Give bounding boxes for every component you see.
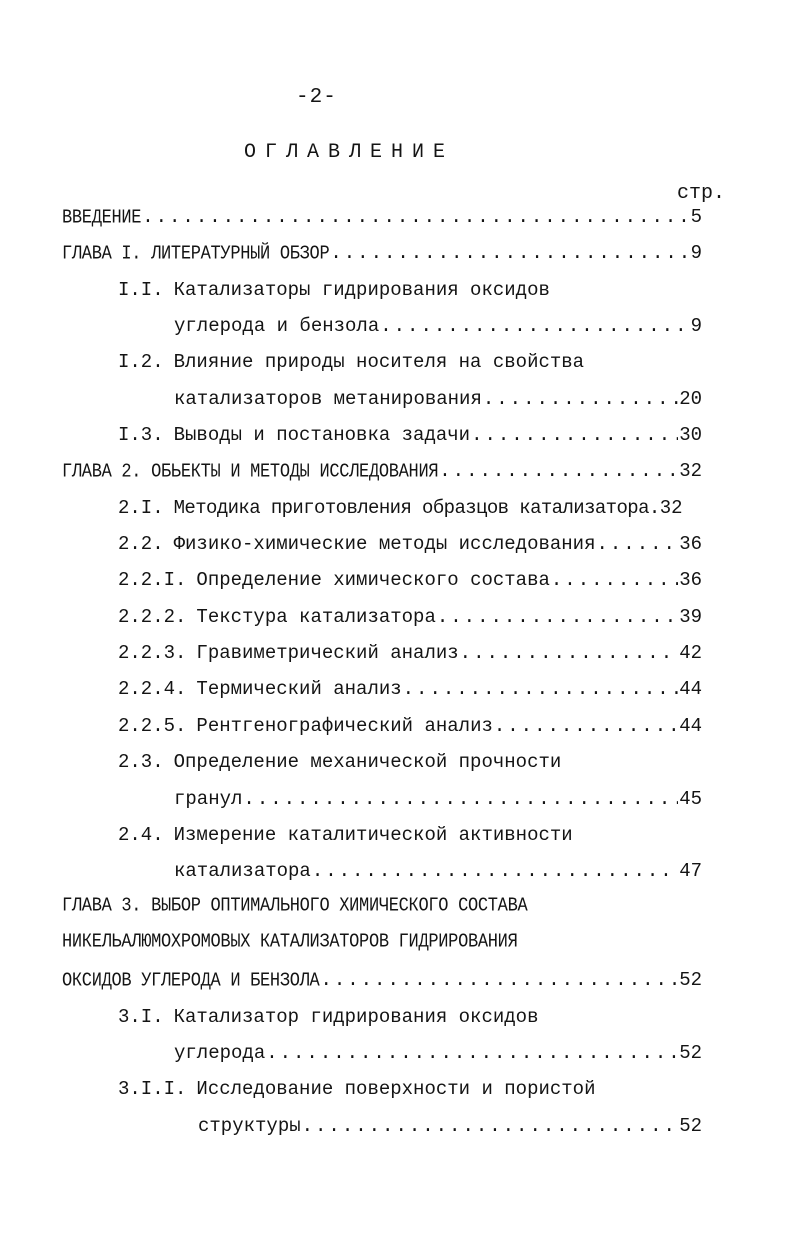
toc-leader-dots bbox=[312, 860, 678, 882]
toc-leader-dots bbox=[483, 388, 678, 410]
toc-entry-number: 2.2. bbox=[118, 533, 164, 555]
toc-leader-dots bbox=[460, 642, 679, 664]
toc-entry-text: Исследование поверхности и пористой bbox=[196, 1078, 596, 1100]
toc-entry-2-2-2 bbox=[118, 606, 702, 634]
toc-leader-dots bbox=[142, 206, 689, 228]
toc-entry-page: 30 bbox=[679, 424, 702, 446]
page-number: -2- bbox=[296, 86, 337, 109]
toc-entry-text: Рентгенографический анализ bbox=[196, 715, 493, 737]
toc-leader-dots bbox=[380, 315, 689, 337]
toc-entry-text: катализатора bbox=[174, 860, 311, 882]
toc-entry-text: ОКСИДОВ УГЛЕРОДА И БЕНЗОЛА bbox=[62, 970, 320, 993]
toc-entry-number: I.2. bbox=[118, 351, 164, 373]
toc-entry-2-4-cont bbox=[174, 860, 702, 888]
toc-entry-2-1 bbox=[118, 497, 702, 525]
toc-leader-dots bbox=[437, 606, 678, 628]
toc-entry-number: 2.2.I. bbox=[118, 569, 187, 591]
toc-entry-text: Физико-химические методы исследования bbox=[173, 533, 596, 555]
toc-entry-page: 52 bbox=[679, 1115, 702, 1137]
toc-entry-text: Измерение каталитической активности bbox=[173, 824, 573, 846]
toc-entry-page: 20 bbox=[679, 388, 702, 410]
toc-entry-1-3 bbox=[118, 424, 702, 452]
toc-entry-1-1 bbox=[118, 279, 702, 307]
toc-entry-number: I.3. bbox=[118, 424, 164, 446]
toc-entry-number: 2.2.4. bbox=[118, 678, 187, 700]
toc-entry-page: 44 bbox=[679, 715, 702, 737]
toc-entry-page: 32 bbox=[659, 497, 683, 519]
toc-entry-text: углерода и бензола bbox=[174, 315, 380, 337]
toc-entry-number: 2.3. bbox=[118, 751, 164, 773]
toc-entry-chapter-3-cont bbox=[62, 933, 702, 961]
toc-entry-2-2-1 bbox=[118, 569, 702, 597]
page-column-label: стр. bbox=[677, 182, 726, 205]
toc-entry-text: ВВЕДЕНИЕ bbox=[62, 207, 142, 230]
toc-entry-2-3 bbox=[118, 751, 702, 779]
toc-entry-page: 9 bbox=[690, 315, 702, 337]
toc-entry-page: 5 bbox=[690, 206, 702, 228]
toc-leader-dots bbox=[266, 1042, 678, 1064]
toc-leader-dots bbox=[330, 242, 689, 264]
toc-entry-3-1-1 bbox=[118, 1078, 702, 1106]
toc-entry-page: 44 bbox=[679, 678, 702, 700]
toc-entry-2-3-cont bbox=[174, 788, 702, 816]
toc-entry-text: ГЛАВА 3. ВЫБОР ОПТИМАЛЬНОГО ХИМИЧЕСКОГО СОСТАВА bbox=[62, 897, 528, 918]
toc-entry-3-1-1-cont bbox=[198, 1115, 702, 1143]
toc-entry-number: 2.2.5. bbox=[118, 715, 187, 737]
toc-entry-text: НИКЕЛЬАЛЮМОХРОМОВЫХ КАТАЛИЗАТОРОВ ГИДРИРОВАНИЯ bbox=[62, 933, 518, 954]
toc-entry-page: 52 bbox=[679, 969, 702, 991]
toc-leader-dots bbox=[551, 569, 678, 591]
toc-entry-text: ГЛАВА I. ЛИТЕРАТУРНЫЙ ОБЗОР bbox=[62, 243, 330, 266]
toc-entry-page: 9 bbox=[690, 242, 702, 264]
toc-entry-text: Текстура катализатора bbox=[196, 606, 436, 628]
toc-entry-page: 52 bbox=[679, 1042, 702, 1064]
toc-entry-page: 36 bbox=[679, 569, 702, 591]
toc-entry-number: 2.2.2. bbox=[118, 606, 187, 628]
toc-entry-3-1-cont bbox=[174, 1042, 702, 1070]
toc-entry-page: 47 bbox=[679, 860, 702, 882]
toc-entry-text: Определение механической прочности bbox=[173, 751, 562, 773]
toc-leader-dots bbox=[471, 424, 678, 446]
toc-leader-dots bbox=[302, 1115, 679, 1137]
toc-entry-number: I.I. bbox=[118, 279, 164, 301]
toc-entry-number: 3.I. bbox=[118, 1006, 164, 1028]
toc-entry-text: Катализатор гидрирования оксидов bbox=[173, 1006, 539, 1028]
toc-leader-dots bbox=[320, 969, 678, 991]
toc-entry-text: ГЛАВА 2. ОБЬЕКТЫ И МЕТОДЫ ИССЛЕДОВАНИЯ bbox=[62, 461, 439, 484]
toc-entry-page: 32 bbox=[679, 460, 702, 482]
toc-entry-2-2-3 bbox=[118, 642, 702, 670]
toc-entry-chapter-3-cont-2 bbox=[62, 969, 702, 997]
toc-entry-number: 2.I. bbox=[118, 497, 164, 519]
toc-entry-3-1 bbox=[118, 1006, 702, 1034]
toc-entry-page: 39 bbox=[679, 606, 702, 628]
toc-entry-2-4 bbox=[118, 824, 702, 852]
toc-leader-dots bbox=[439, 460, 678, 482]
toc-entry-text: Выводы и постановка задачи bbox=[173, 424, 471, 446]
toc-entry-text: Определение химического состава bbox=[196, 569, 550, 591]
toc-entry-number: 2.4. bbox=[118, 824, 164, 846]
toc-entry-text: Гравиметрический анализ bbox=[196, 642, 459, 664]
toc-entry-chapter-2 bbox=[62, 460, 702, 488]
toc-entry-page: 36 bbox=[679, 533, 702, 555]
toc-entry-2-2-4 bbox=[118, 678, 702, 706]
toc-entry-text: Методика приготовления образцов катализатора. bbox=[173, 497, 660, 519]
toc-entry-text: Катализаторы гидрирования оксидов bbox=[173, 279, 550, 301]
toc-entry-chapter-3 bbox=[62, 897, 702, 925]
toc-entry-1-1-cont bbox=[174, 315, 702, 343]
toc-leader-dots bbox=[494, 715, 678, 737]
toc-entry-text: Термический анализ bbox=[196, 678, 402, 700]
toc-entry-text: Влияние природы носителя на свойства bbox=[173, 351, 585, 373]
toc-entry-introduction bbox=[62, 206, 702, 234]
toc-entry-number: 3.I.I. bbox=[118, 1078, 187, 1100]
toc-entry-chapter-1 bbox=[62, 242, 702, 270]
toc-entry-number: 2.2.3. bbox=[118, 642, 187, 664]
toc-entry-text: углерода bbox=[174, 1042, 266, 1064]
toc-entry-1-2-cont bbox=[174, 388, 702, 416]
toc-entry-2-2-5 bbox=[118, 715, 702, 743]
toc-entry-text: гранул bbox=[174, 788, 243, 810]
toc-leader-dots bbox=[243, 788, 678, 810]
toc-leader-dots bbox=[403, 678, 679, 700]
toc-entry-1-2 bbox=[118, 351, 702, 379]
toc-entry-page: 45 bbox=[679, 788, 702, 810]
toc-entry-text: структуры bbox=[198, 1115, 301, 1137]
toc-leader-dots bbox=[596, 533, 678, 555]
toc-entry-2-2 bbox=[118, 533, 702, 561]
toc-entry-page: 42 bbox=[679, 642, 702, 664]
toc-entry-text: катализаторов метанирования bbox=[174, 388, 482, 410]
page-title: ОГЛАВЛЕНИЕ bbox=[244, 141, 455, 164]
